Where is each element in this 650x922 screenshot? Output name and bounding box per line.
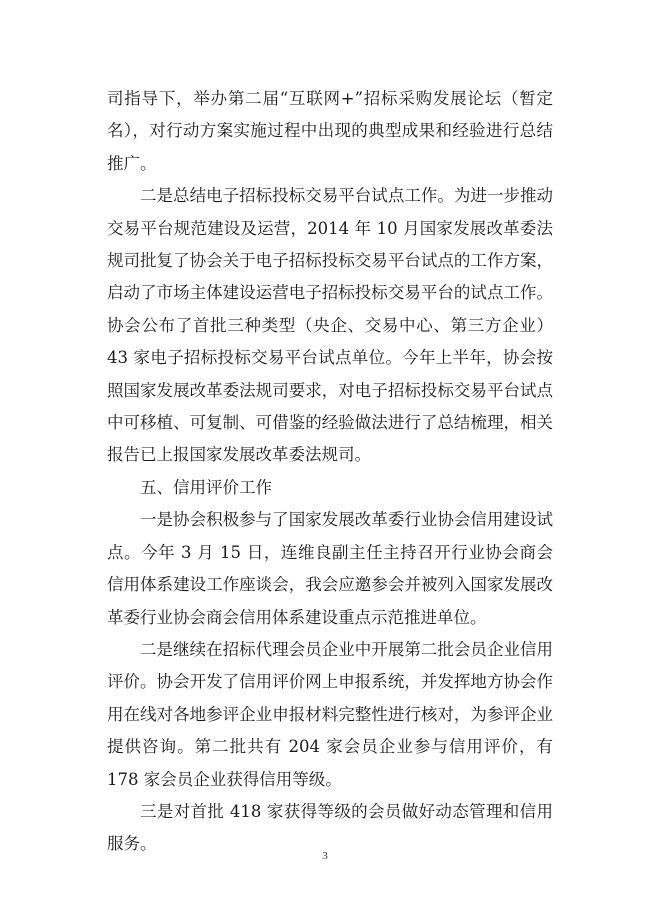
paragraph-text: 继续在招标代理会员企业中开展第二批会员企业信用评价。协会开发了信用评价网上申报系统，并发挥地方协会作用在线对各地参评企业申报材料完整性进行核对，为参评企业提供咨询。第二批共有 204 家会员企业参与信用评价，有 178 家会员企业获得信用等级。	[107, 639, 554, 789]
page-number: 3	[322, 850, 328, 862]
paragraph-trading-platform-pilot	[107, 180, 553, 472]
paragraph-credit-pilot	[107, 504, 553, 634]
section-heading: 五、信用评价工作	[140, 477, 272, 497]
paragraph-text: 司指导下，举办第二届“互联网+”招标采购发展论坛（暂定名），对行动方案实施过程中出现的典型成果和经验进行总结推广。	[107, 89, 553, 173]
paragraph-lead: 二是	[140, 186, 174, 206]
paragraph-text: 对首批 418 家获得等级的会员做好动态管理和信用服务。	[107, 801, 554, 854]
paragraph-text: 总结电子招标投标交易平台试点工作。为进一步推动交易平台规范建设及运营，2014 年 10 月国家发展改革委法规司批复了协会关于电子招标投标交易平台试点的工作方案，启动了市场主体建设运营电子招标投标交易平台的试点工作。协会公布了首批三种类型（央企、交易中心、第三方企业）43 家电子招标投标交易平台试点单位。今年上半年，协会按照国家发展改革委法规司要求，对电子招标投标交易平台试点中可移植、可复制、可借鉴的经验做法进行了总结梳理，相关报告已上报国家发展改革委法规司。	[107, 186, 554, 465]
document-body	[107, 83, 553, 861]
paragraph-text: 协会积极参与了国家发展改革委行业协会信用建设试点。今年 3 月 15 日，连维良副主任主持召开行业协会商会信用体系建设工作座谈会，我会应邀参会并被列入国家发展改革委行业协会商会信用体系建设重点示范推进单位。	[107, 510, 554, 627]
paragraph-continuation	[107, 83, 553, 180]
paragraph-lead: 一是	[140, 510, 174, 530]
paragraph-lead: 三是	[140, 801, 174, 821]
paragraph-second-batch-evaluation	[107, 634, 553, 796]
paragraph-lead: 二是	[140, 639, 174, 659]
